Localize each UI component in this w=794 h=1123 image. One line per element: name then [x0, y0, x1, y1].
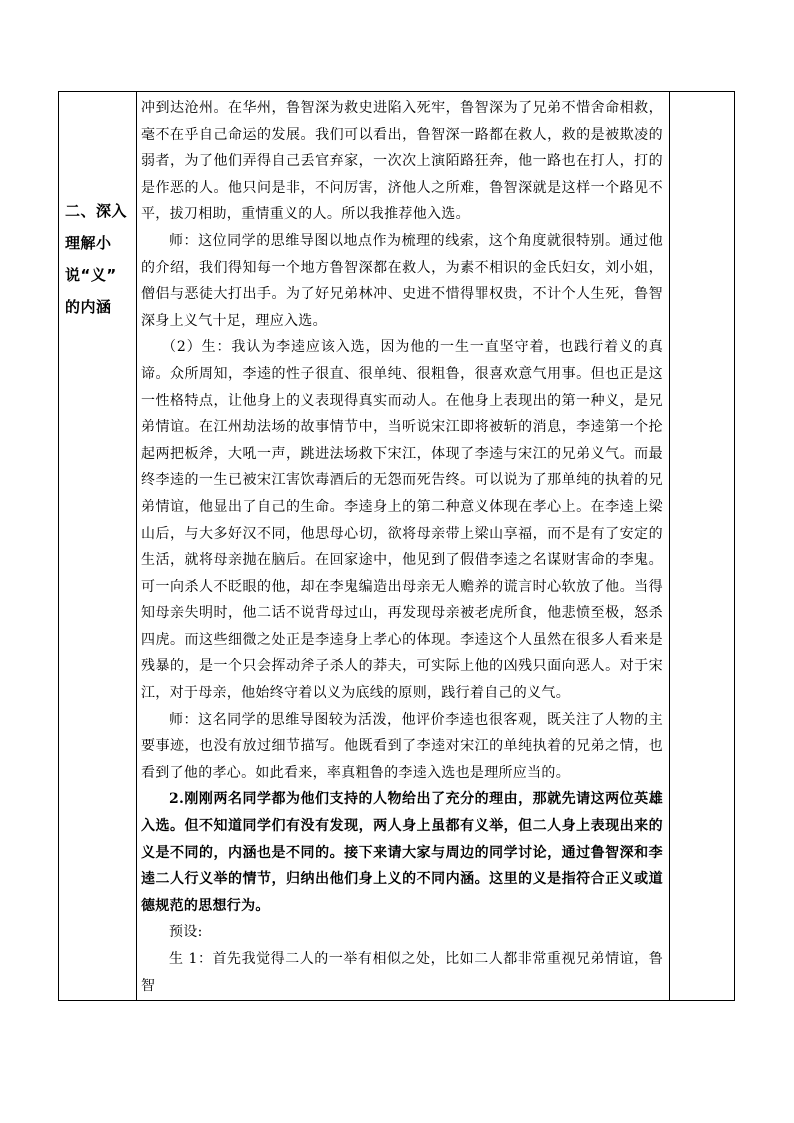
- student-answer-paragraph: （2）生：我认为李逵应该入选，因为他的一生一直坚守着，也践行着义的真谛。众所周知，李逵的性子很直、很单纯、很粗鲁，很喜欢意气用事。但也正是这一性格特点，让他身上的义表现得真实而动人。在他身上表现出的第一种义，是兄弟情谊。在江州劫法场的故事情节中，当听说宋江即将被斩的消息，李逵第一个抡起两把板斧，大吼一声，跳进法场救下宋江，体现了李逵与宋江的兄弟义气。而最终李逵的一生已被宋江害饮毒酒后的无怨而死告终。可以说为了那单纯的执着的兄弟情谊，他显出了自己的生命。李逵身上的第二种意义体现在孝心上。在李逵上梁山后，与大多好汉不同，他思母心切，欲将母亲带上梁山享福，而不是有了安定的生活，就将母亲抛在脑后。在回家途中，他见到了假借李逵之名谋财害命的李鬼。可一向杀人不眨眼的他，却在李鬼编造出母亲无人赡养的谎言时心软放了他。当得知母亲失明时，他二话不说背母过山，再发现母亲被老虎所食，他悲愤至极，怒杀四虎。而这些细微之处正是李逵身上孝心的体现。李逵这个人虽然在很多人看来是残暴的，是一个只会挥动斧子杀人的莽夫，可实际上他的凶残只面向恶人。对于宋江，对于母亲，他始终守着以义为底线的原则，践行着自己的义气。: [141, 339, 663, 702]
- section-title-line: 说“义”: [65, 266, 117, 284]
- section-title: [65, 195, 133, 323]
- notes-cell: [670, 92, 734, 1000]
- column-divider: [136, 92, 137, 1000]
- section-title-line: 理解小: [65, 234, 112, 252]
- lesson-content: [141, 92, 663, 999]
- teacher-comment-paragraph: 师：这位同学的思维导图以地点作为梳理的线索，这个角度就很特别。通过他的介绍，我们得知每一个地方鲁智深都在救人，为素不相识的金氏妇女，刘小姐，僧侣与恶徒大打出手。为了好兄弟林冲、史进不惜得罪权贵，不计个人生死，鲁智深身上义气十足，理应入选。: [141, 232, 663, 329]
- teacher-comment-paragraph: 师：这名同学的思维导图较为活泼，他评价李逵也很客观，既关注了人物的主要事迹，也没有放过细节描写。他既看到了李逵对宋江的单纯执着的兄弟之情，也看到了他的孝心。如此看来，率真粗鲁的李逵入选也是理所应当的。: [141, 711, 663, 781]
- content-cell: [141, 92, 663, 1000]
- preset-label: 预设:: [169, 924, 203, 941]
- paragraph-continuation: 冲到达沧州。在华州，鲁智深为救史进陷入死牢，鲁智深为了兄弟不惜舍命相救，毫不在乎自己命运的发展。我们可以看出，鲁智深一路都在救人，救的是被欺凌的弱者，为了他们弄得自己丢官弃家，一次次上演陌路狂奔，他一路也在打人，打的是作恶的人。他只问是非，不问厉害，济他人之所难，鲁智深就是这样一个路见不平，拔刀相助，重情重义的人。所以我推荐他入选。: [141, 100, 663, 223]
- student-answer-paragraph: 生 1：首先我觉得二人的一举有相似之处，比如二人都非常重视兄弟情谊，鲁智: [141, 951, 663, 994]
- lesson-plan-table: [58, 91, 735, 1001]
- section-heading-cell: [59, 92, 136, 1000]
- section-title-line: 二、深入: [65, 202, 128, 220]
- discussion-task-paragraph: 2.刚刚两名同学都为他们支持的人物给出了充分的理由，那就先请这两位英雄入选。但不知道同学们有没有发现，两人身上虽都有义举，但二人身上表现出来的义是不同的，内涵也是不同的。接下来请大家与周边的同学讨论，通过鲁智深和李逵二人行义举的情节，归纳出他们身上义的不同内涵。这里的义是指符合正义或道德规范的思想行为。: [141, 791, 663, 914]
- section-title-line: 的内涵: [65, 298, 112, 316]
